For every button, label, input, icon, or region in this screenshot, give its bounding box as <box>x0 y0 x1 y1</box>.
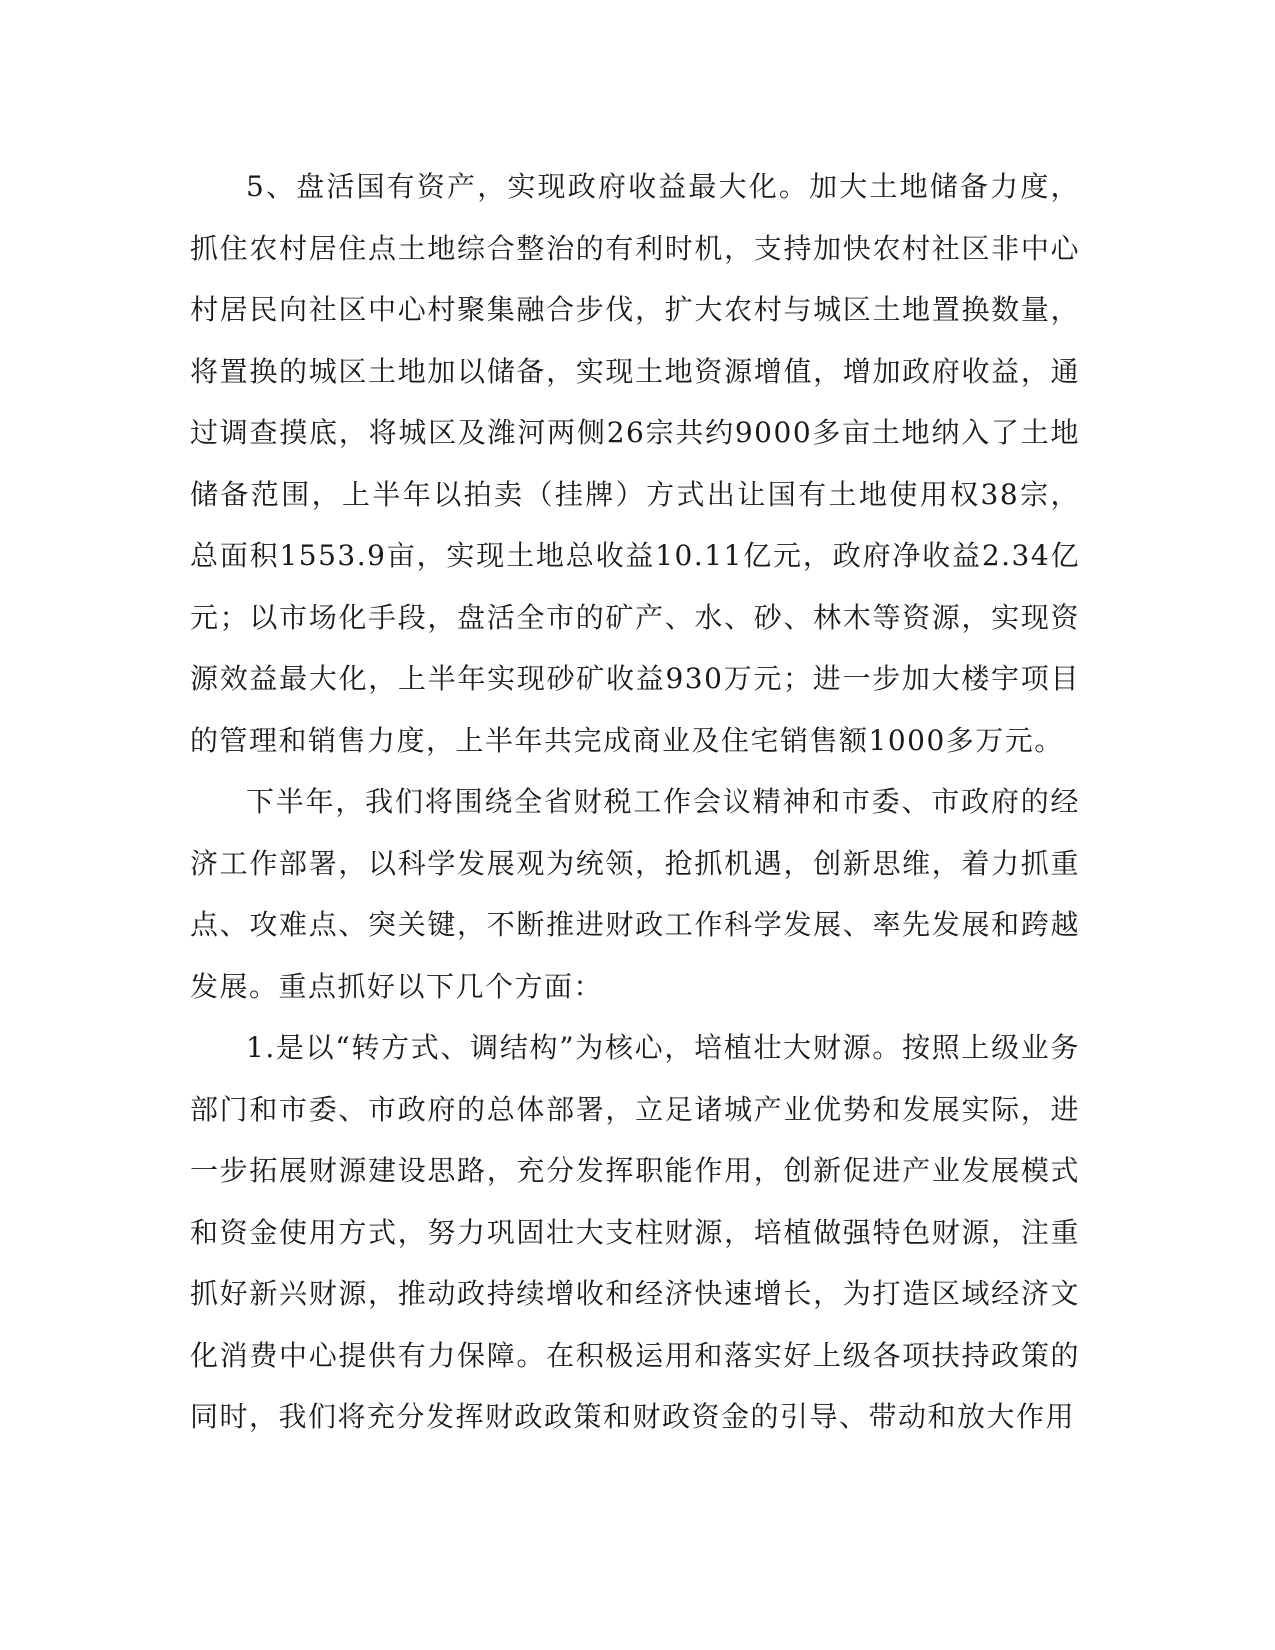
paragraph-second-half-plan: 下半年，我们将围绕全省财税工作会议精神和市委、市政府的经济工作部署，以科学发展观为统领，抢抓机遇，创新思维，着力抓重点、攻难点、突关键，不断推进财政工作科学发展、率先发展和跨越发展。重点抓好以下几个方面： <box>190 785 1080 1003</box>
paragraph-revenue-cultivation: 1.是以“转方式、调结构”为核心，培植壮大财源。按照上级业务部门和市委、市政府的总体部署，立足诸城产业优势和发展实际，进一步拓展财源建设思路，充分发挥职能作用，创新促进产业发展模式和资金使用方式，努力巩固壮大支柱财源，培植做强特色财源，注重抓好新兴财源，推动政持续增收和经济快速增长，为打造区域经济文化消费中心提供有力保障。在积极运用和落实好上级各项扶持政策的同时，我们将充分发挥财政政策和财政资金的引导、带动和放大作用 <box>190 1031 1080 1433</box>
document-body <box>190 156 1080 1448</box>
paragraph-asset-revitalization: 5、盘活国有资产，实现政府收益最大化。加大土地储备力度，抓住农村居住点土地综合整治的有利时机，支持加快农村社区非中心村居民向社区中心村聚集融合步伐，扩大农村与城区土地置换数量，将置换的城区土地加以储备，实现土地资源增值，增加政府收益，通过调查摸底，将城区及潍河两侧26宗共约9000多亩土地纳入了土地储备范围，上半年以拍卖（挂牌）方式出让国有土地使用权38宗，总面积1553.9亩，实现土地总收益10.11亿元，政府净收益2.34亿元；以市场化手段，盘活全市的矿产、水、砂、林木等资源，实现资源效益最大化，上半年实现砂矿收益930万元；进一步加大楼宇项目的管理和销售力度，上半年共完成商业及住宅销售额1000多万元。 <box>190 170 1080 757</box>
